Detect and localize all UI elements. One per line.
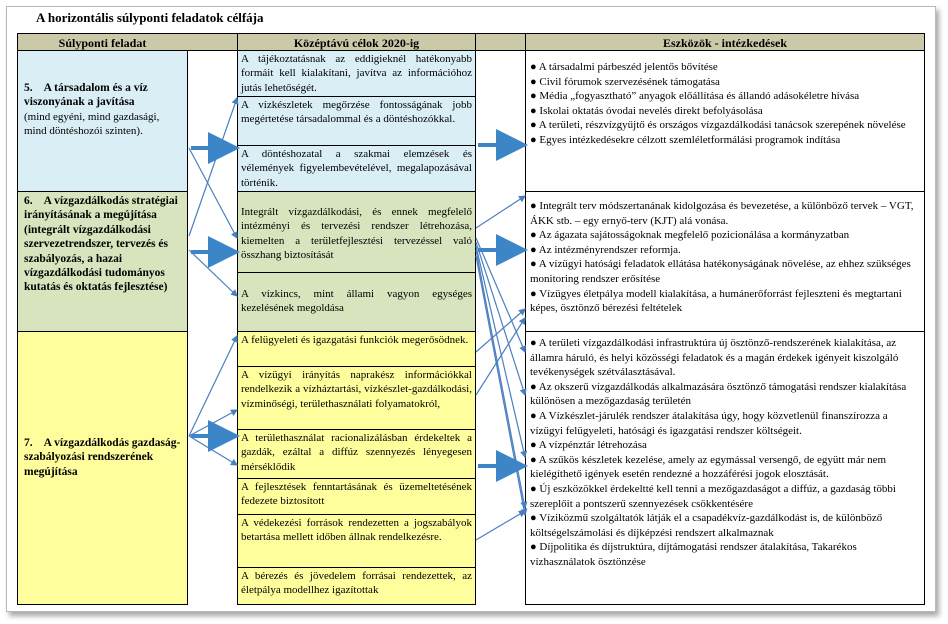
goal-cell [237,514,476,568]
tool-item: ● Iskolai oktatás óvodai nevelés direkt befolyásolása [530,104,763,117]
goal-text: A területhasználat racionalizálásban érdekeltek a gazdák, ezáltal a diffúz szennyezés lényegesen mérséklődik [241,432,472,473]
header-tools-measures: Eszközök - intézkedések [525,33,925,51]
tool-item: ● A területi, részvízgyűjtő és országos vízgazdálkodási tanácsok szerepének növelése [530,119,906,132]
tools-cell-7 [525,331,925,605]
goal-text: A felügyeleti és igazgatási funkciók megerősödnek. [241,334,469,346]
tool-item: ● A társadalmi párbeszéd jelentős bővítése [530,61,718,73]
tool-item: ● Új eszközökkel érdekeltté kell tenni a mezőgazdaságot a diffúz, a gazdaság többi szereplőit a pontszerű szennyezések csökkentésére [530,482,896,510]
tool-item: ● Integrált terv módszertanának kidolgozása és bevezetése, a különböző tervek – VGT, ÁKK stb. – egy ernyő-terv (KJT) alá vonása. [530,200,914,227]
header-spacer [187,33,239,51]
goal-cell [237,478,476,515]
tools-cell-6 [525,191,925,332]
tool-item: ● Az ágazata sajátosságoknak megfelelő pozicionálása a kormányzatban [530,229,850,242]
goal-text: A vízügyi irányítás naprakész információkkal rendelkezik a vízháztartási, vízkészlet-gazdálkodási, vízminőségi, területhasználati folyamatokról, [241,369,472,410]
goal-text: A döntéshozatal a szakmai elemzések és vélemények figyelembevételével, megalapozásával történik. [241,148,472,189]
tool-item: ● Az intézményrendszer reformja. [530,243,681,256]
goal-text: A vízkincs, mint állami vagyon egységes kezelésének megoldása [241,288,472,315]
goal-cell [237,145,476,192]
tools-cell-5 [525,50,925,192]
task-number: 5. [24,82,33,94]
tool-item: ● A területi vízgazdálkodási infrastruktúra új ösztönző-rendszerének kialakítása, az államra háruló, és helyi közösségi feladatok és a magán érdekek igényeit kiszolgáló tevékenységek szétválasztásával. [530,337,899,379]
goal-text: A fejlesztések fenntartásának és üzemeltetésének fedezete biztosított [241,481,472,508]
goal-cell [237,272,476,332]
goal-cell [237,331,476,367]
goal-cell [237,96,476,146]
tool-item: ● A vízpénztár létrehozása [530,439,647,452]
tool-item: ● Víziközmű szolgáltatók látják el a csapadékvíz-gazdálkodást is, de különböző költségelszámolási és díjképzési rendszert alkalmaznak [530,512,883,539]
tool-item: ● A Vízkészlet-járulék rendszer átalakítása úgy, hogy közvetlenül finanszírozza a vízügyi felügyeleti, hatósági és igazgatási rendszer költségeit. [530,409,888,437]
goal-text: A tájékoztatásnak az eddigieknél hatékonyabb formáit kell kialakítani, javítva az információhoz jutás lehetőségét. [241,53,472,94]
tool-item: ● Civil fórumok szervezésének támogatása [530,75,720,88]
tool-item: ● Az okszerű vízgazdálkodás alkalmazására ösztönző támogatási rendszer kialakítása különösen a mezőgazdaság területén [530,380,907,408]
goal-text: A bérezés és jövedelem forrásai rendezettek, az életpálya modellhez igazítottak [241,570,472,597]
task-note: (mind egyéni, mind gazdasági, mind döntéshozói szinten). [24,110,160,138]
priority-task-5 [17,50,188,192]
header-spacer [476,33,526,51]
header-priority-task: Súlyponti feladat [17,33,188,51]
task-number: 6. [24,195,33,207]
task-title: A társadalom és a víz viszonyának a javítása [24,82,148,109]
tool-item: ● A szűkös készletek kezelése, amely az egymással versengő, de együtt már nem kielégíthető igények esetén rendezné a hozzáférési jogok elosztását. [530,453,887,481]
task-number: 7. [24,437,33,449]
goal-text: A védekezési források rendezetten a jogszabályok betartása mellett időben állnak rendelkezésre. [241,517,472,544]
header-midterm-goals: Középtávú célok 2020-ig [237,33,476,51]
goal-cell [237,429,476,479]
goal-cell [237,191,476,273]
task-title: A vízgazdálkodás stratégiai irányításának a megújítása (integrált vízgazdálkodási szervezetrendszer, tervezés és szabályozás, a hazai vízgazdálkodási tudományos kutatás és oktatás fejlesztése) [24,195,178,294]
priority-task-7 [17,331,188,605]
priority-task-6 [17,191,188,332]
tool-item: ● Média „fogyasztható” anyagok előállítása és állandó adásokéletre hívása [530,90,860,103]
goal-cell [237,366,476,430]
task-title: A vízgazdálkodás gazdaság-szabályozási rendszerének megújítása [24,437,181,478]
figure-title: A horizontális súlyponti feladatok célfája [36,10,264,25]
tool-item: ● Díjpolitika és díjstruktúra, díjtámogatási rendszer átalakítása, Takarékos vízhasználatok ösztönzése [530,541,857,568]
tool-item: ● Vízügyes életpálya modell kialakítása, a humánerőforrást fejleszteni és megtartani képes, ösztönző bérezési feltételek [530,287,902,315]
goal-text: A vízkészletek megőrzése fontosságának jobb megértetése társadalommal és a döntéshozókkal. [241,99,472,126]
goal-cell [237,567,476,605]
goal-text: Integrált vízgazdálkodási, és ennek megfelelő intézményi és tervezési rendszer létrehozása, kiemelten a területfejlesztési tervezéssel való összhang biztosítását [241,206,472,262]
goal-cell [237,50,476,97]
tool-item: ● Egyes intézkedésekre célzott szemléletformálási programok indítása [530,133,841,146]
tool-item: ● A vízügyi hatósági feladatok ellátása hatékonyságának növelése, az ehhez szükséges monitoring rendszer erősítése [530,258,911,285]
